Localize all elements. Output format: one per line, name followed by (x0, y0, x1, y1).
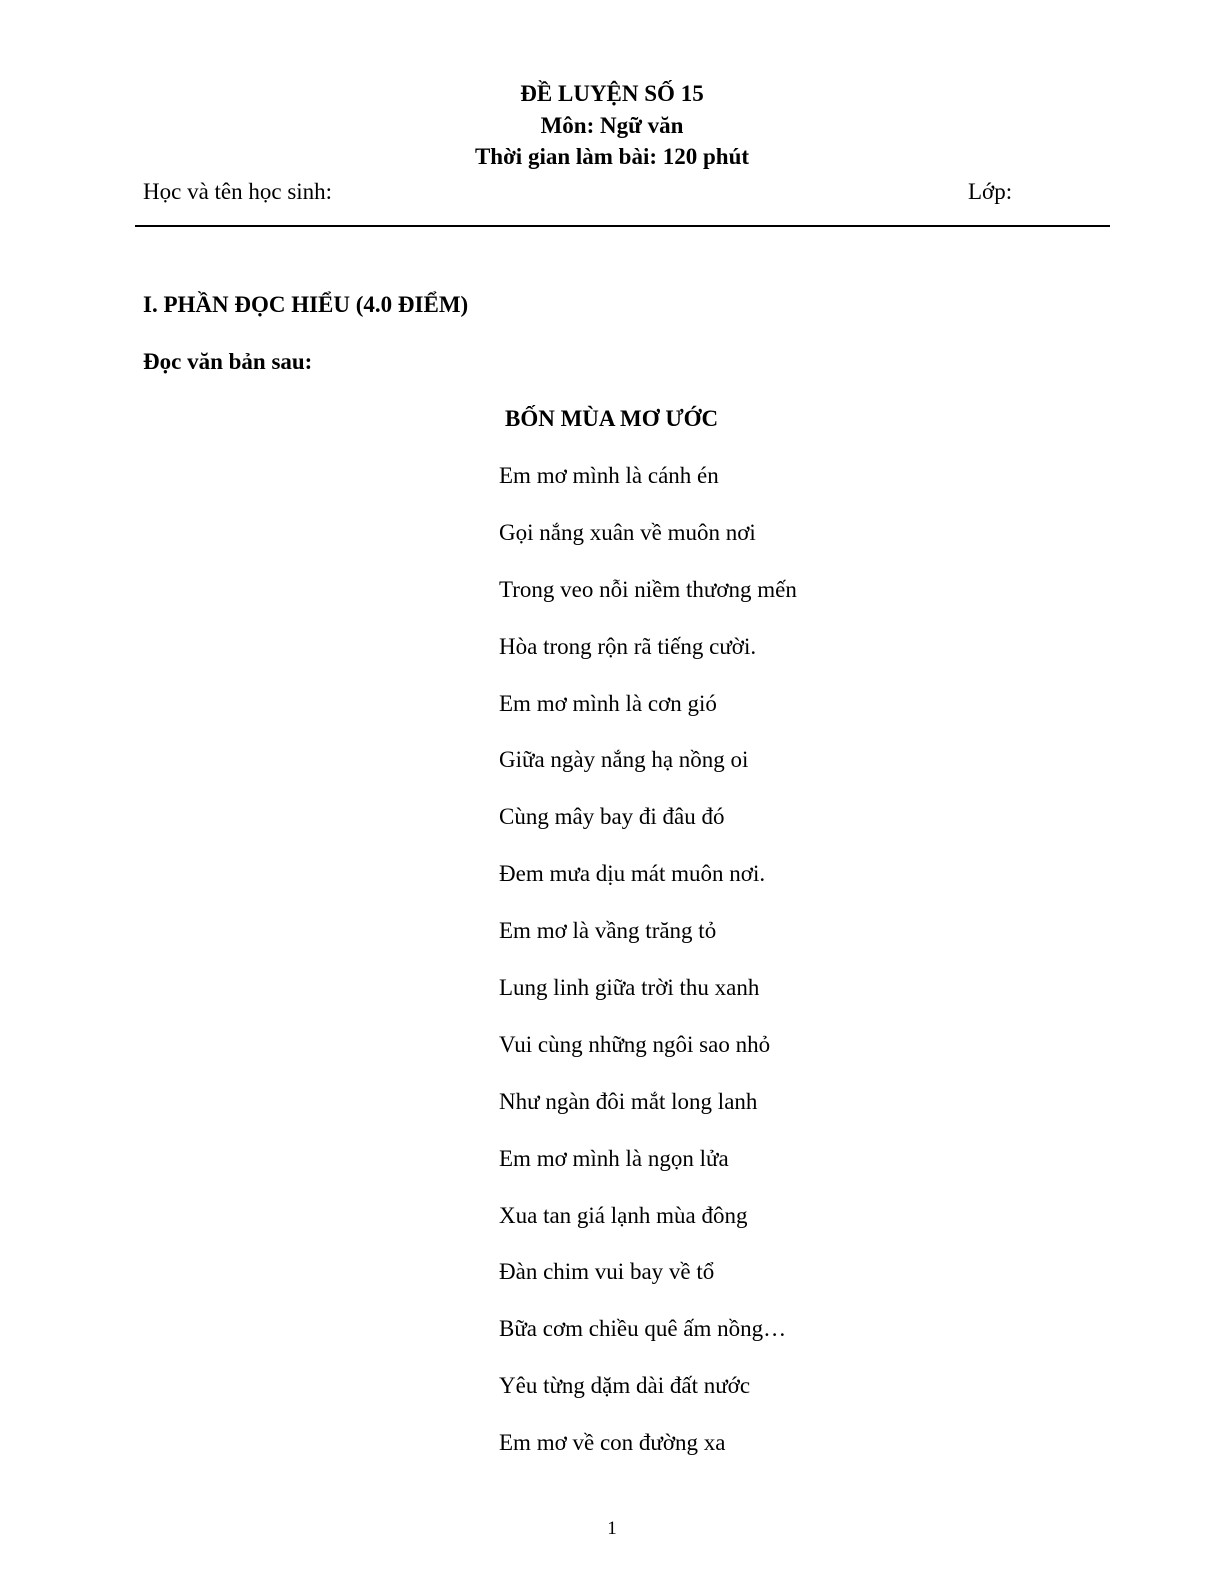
poem-line: Em mơ về con đường xa (499, 1430, 726, 1456)
poem-line: Như ngàn đôi mắt long lanh (499, 1088, 758, 1114)
poem-line: Hòa trong rộn rã tiếng cười. (499, 633, 757, 659)
poem-line: Lung linh giữa trời thu xanh (499, 975, 760, 1001)
page-number: 1 (607, 1518, 617, 1539)
section-heading: I. PHẦN ĐỌC HIỂU (4.0 ĐIỂM) (143, 292, 469, 317)
exam-subject: Môn: Ngữ văn (540, 112, 684, 138)
exam-duration: Thời gian làm bài: 120 phút (474, 144, 750, 169)
poem-line: Em mơ mình là cánh én (499, 463, 719, 488)
poem-line: Xua tan giá lạnh mùa đông (499, 1202, 748, 1228)
poem-line: Em mơ mình là cơn gió (499, 690, 717, 716)
poem-line: Đàn chim vui bay về tổ (499, 1259, 715, 1285)
poem-line: Em mơ mình là ngọn lửa (499, 1145, 729, 1171)
exam-header (0, 78, 1224, 173)
student-info-row (143, 177, 1103, 207)
exam-title: ĐỀ LUYỆN SỐ 15 (520, 81, 704, 106)
poem-line: Yêu từng dặm dài đất nước (499, 1373, 751, 1399)
header-divider (135, 225, 1110, 227)
student-name-label: Học và tên học sinh: (143, 179, 333, 204)
poem-line: Bữa cơm chiều quê ấm nồng… (499, 1316, 787, 1342)
poem-line: Gọi nắng xuân về muôn nơi (499, 519, 756, 545)
poem-line: Đem mưa dịu mát muôn nơi. (499, 861, 766, 887)
poem-title: BỐN MÙA MƠ ƯỚC (505, 406, 719, 431)
poem-body (499, 461, 797, 1485)
poem-line: Em mơ là vầng trăng tỏ (499, 918, 717, 944)
reading-instruction: Đọc văn bản sau: (143, 349, 313, 374)
poem-line: Vui cùng những ngôi sao nhỏ (499, 1031, 771, 1057)
poem-line: Giữa ngày nắng hạ nồng oi (499, 747, 749, 773)
poem-line: Cùng mây bay đi đâu đó (499, 804, 725, 830)
poem-line: Trong veo nỗi niềm thương mến (499, 576, 797, 602)
class-label: Lớp: (968, 179, 1013, 204)
